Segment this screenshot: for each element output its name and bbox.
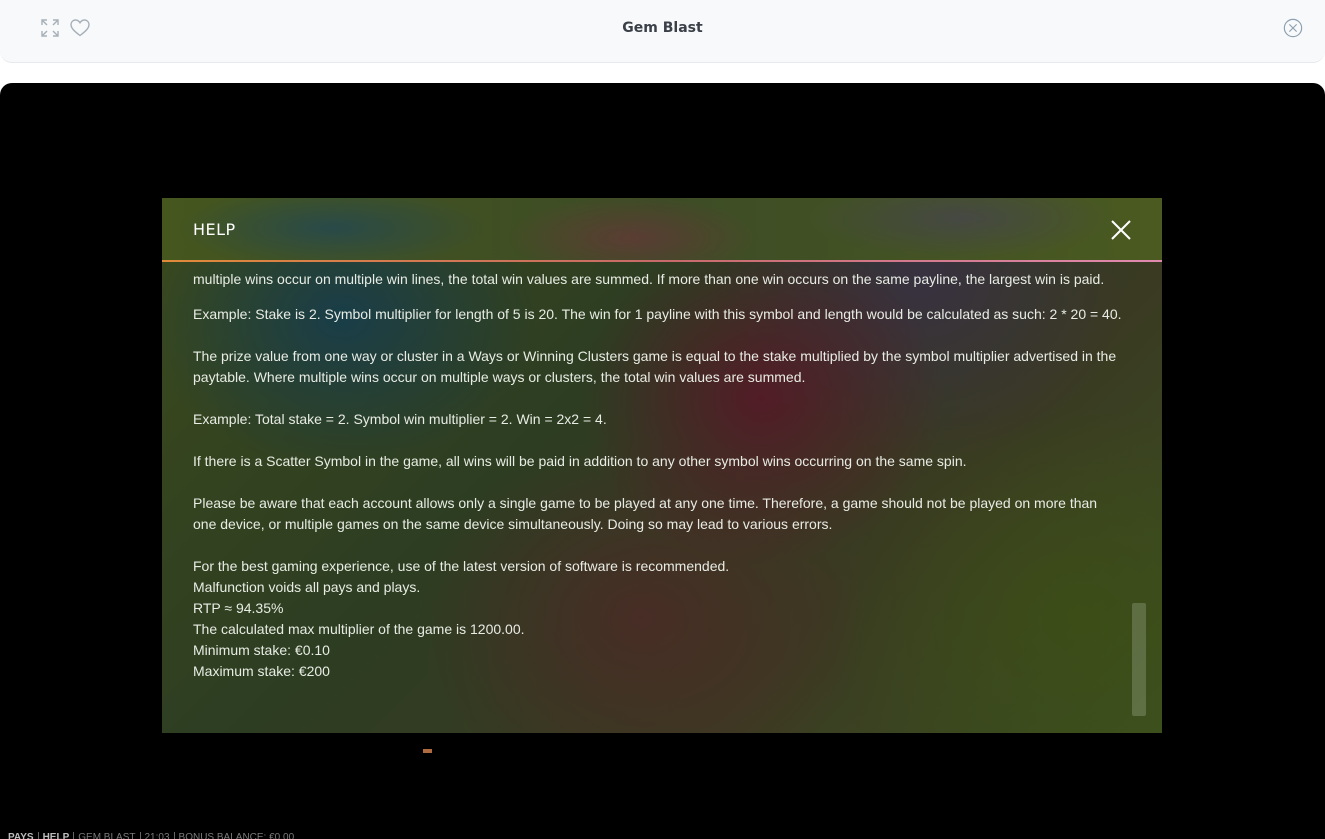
- status-time: 21:03: [140, 832, 174, 839]
- help-paragraph: Please be aware that each account allows only a single game to be played at any one time. Therefore, a game should not be played on more than one device, or multiple games on the same device simultaneously. Doing so may lead to various errors.: [193, 495, 1098, 532]
- help-paragraph: If there is a Scatter Symbol in the game, all wins will be paid in addition to any other symbol wins occurring on the same spin.: [193, 453, 967, 469]
- help-paragraph: Example: Total stake = 2. Symbol win multiplier = 2. Win = 2x2 = 4.: [193, 411, 607, 427]
- help-content: [193, 271, 1123, 682]
- help-final-line: The calculated max multiplier of the game is 1200.00.: [193, 621, 525, 637]
- max-stake-line: Maximum stake: €200: [193, 663, 330, 679]
- min-stake-line: Minimum stake: €0.10: [193, 642, 330, 658]
- progress-mark: [423, 749, 432, 753]
- status-bar: [8, 832, 298, 839]
- help-close-icon[interactable]: [1110, 219, 1132, 241]
- pays-link[interactable]: PAYS: [8, 832, 34, 839]
- top-bar: [0, 0, 1325, 63]
- help-panel: [162, 198, 1162, 733]
- help-header: [162, 198, 1162, 262]
- help-header-accent-line: [162, 260, 1162, 262]
- rtp-line: RTP ≈ 94.35%: [193, 600, 284, 616]
- close-circle-icon[interactable]: [1283, 18, 1303, 38]
- game-area: [0, 83, 1325, 839]
- help-cut-line: multiple wins occur on multiple win lines, the total win values are summed. If more than one win occurs on the same payline, the largest win is paid.: [193, 271, 1105, 287]
- status-bonus-balance: BONUS BALANCE: €0.00: [174, 832, 299, 839]
- help-scrollbar-thumb[interactable]: [1132, 603, 1146, 716]
- help-final-block: [193, 556, 1123, 682]
- status-game-name: GEM BLAST: [73, 832, 139, 839]
- help-paragraph: The prize value from one way or cluster in a Ways or Winning Clusters game is equal to the stake multiplied by the symbol multiplier advertised in the paytable. Where multiple wins occur on multiple ways or clusters, the total win values are summed.: [193, 348, 1117, 385]
- help-paragraph: Example: Stake is 2. Symbol multiplier for length of 5 is 20. The win for 1 payline with this symbol and length would be calculated as such: 2 * 20 = 40.: [193, 306, 1122, 322]
- game-title: Gem Blast: [622, 20, 703, 36]
- help-final-line: For the best gaming experience, use of the latest version of software is recommended.: [193, 558, 730, 574]
- help-title: HELP: [193, 220, 236, 239]
- help-link[interactable]: HELP: [38, 832, 74, 839]
- help-final-line: Malfunction voids all pays and plays.: [193, 579, 421, 595]
